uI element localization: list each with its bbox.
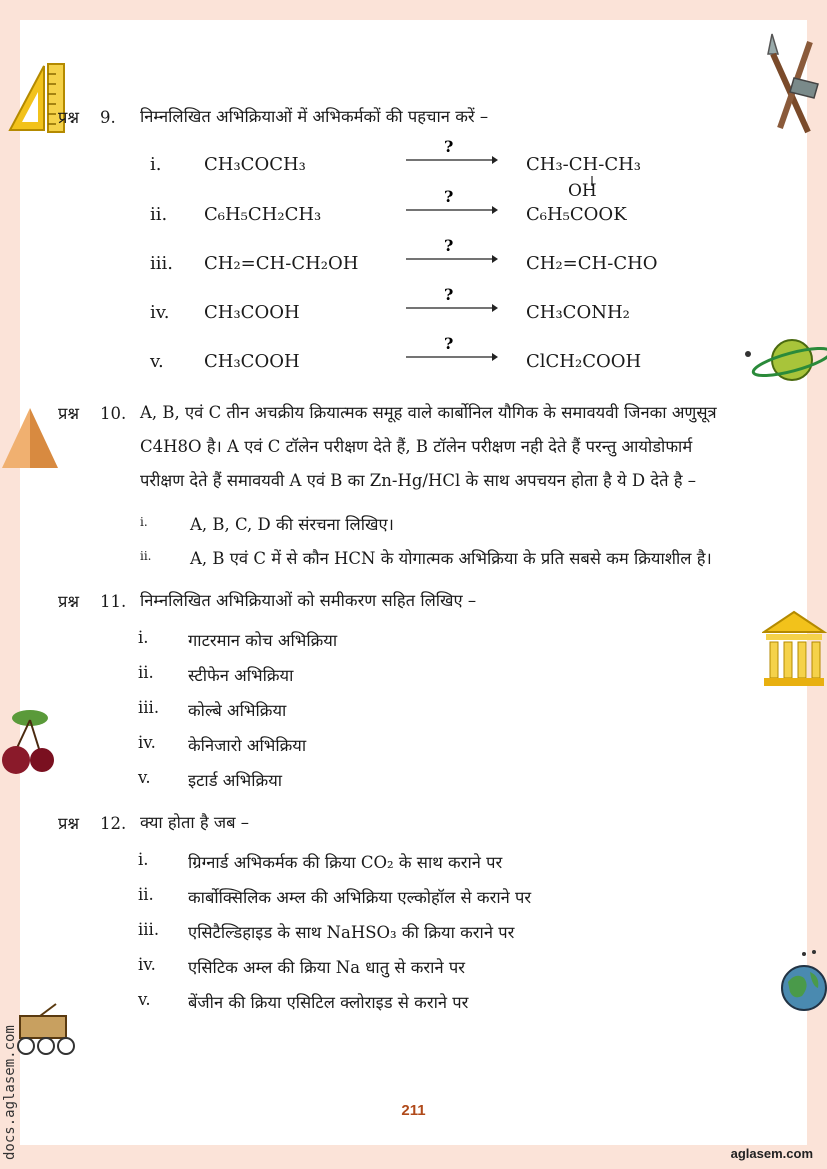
sub-item-text: A, B एवं C में से कौन HCN के योगात्मक अभिक्रिया के प्रति सबसे कम क्रियाशील है। — [190, 549, 712, 568]
reaction-row — [150, 237, 690, 283]
reaction-number: iv. — [150, 302, 170, 323]
reagent-unknown: ? — [444, 237, 454, 255]
question-text: निम्नलिखित अभिक्रियाओं को समीकरण सहित लिखिए – — [140, 591, 477, 610]
sub-item-text: एसिटैल्डिहाइड के साथ NaHSO₃ की क्रिया कराने पर — [188, 923, 515, 942]
sub-item-number: i. — [138, 850, 149, 869]
question-number: 11. — [100, 592, 127, 611]
globe-icon — [774, 946, 827, 1020]
question-label: प्रश्न — [58, 108, 80, 127]
sub-item-number: v. — [138, 990, 151, 1009]
sub-item-number: i. — [140, 515, 148, 529]
reactant: CH₃COCH₃ — [204, 154, 306, 175]
temple-icon — [762, 608, 827, 688]
reaction-arrow — [406, 237, 498, 267]
sub-item-number: ii. — [140, 549, 152, 563]
question-number: 12. — [100, 814, 127, 833]
shovel-pickaxe-icon — [758, 32, 824, 136]
reaction-arrow — [406, 335, 498, 365]
pyramid-icon — [0, 404, 60, 470]
question-text-line: परीक्षण देते हैं समावयवी A एवं B का Zn-Hg/HCl के साथ अपचयन होता है ये D देते है – — [140, 471, 697, 490]
sub-item-text: कार्बोक्सिलिक अम्ल की अभिक्रिया एल्कोहॉल से कराने पर — [188, 888, 532, 907]
reaction-number: iii. — [150, 253, 173, 274]
product: ClCH₂COOH — [526, 351, 642, 372]
sub-item-number: iii. — [138, 920, 160, 939]
sub-item-number: ii. — [138, 885, 154, 904]
question-text: क्या होता है जब – — [140, 813, 250, 832]
question-text: निम्नलिखित अभिक्रियाओं में अभिकर्मकों की पहचान करें – — [140, 107, 489, 126]
product: C₆H₅COOK — [526, 204, 627, 225]
product: CH₃CONH₂ — [526, 302, 630, 323]
sub-item-text: बेंजीन की क्रिया एसिटिल क्लोराइड से कराने पर — [188, 993, 469, 1012]
reaction-number: i. — [150, 154, 162, 175]
reaction-arrow — [406, 286, 498, 316]
sub-item-text: एसिटिक अम्ल की क्रिया Na धातु से कराने पर — [188, 958, 465, 977]
vertical-watermark: docs.aglasem.com — [2, 1025, 18, 1160]
product: CH₃-CH-CH₃ — [526, 154, 642, 175]
reagent-unknown: ? — [444, 138, 454, 156]
reactant: CH₂=CH-CH₂OH — [204, 253, 359, 274]
reaction-number: v. — [150, 351, 164, 372]
product-substituent: OH — [568, 181, 597, 201]
sub-item-text: गाटरमान कोच अभिक्रिया — [188, 631, 338, 650]
sub-item-text: कोल्बे अभिक्रिया — [188, 701, 287, 720]
brand-watermark: aglasem.com — [730, 1146, 813, 1161]
sub-item-number: v. — [138, 768, 151, 787]
sub-item-text: स्टीफेन अभिक्रिया — [188, 666, 294, 685]
sub-item-text: केनिजारो अभिक्रिया — [188, 736, 307, 755]
reagent-unknown: ? — [444, 188, 454, 206]
question-text-line: C4H8O है। A एवं C टॉलेन परीक्षण देते हैं, B टॉलेन परीक्षण नही देते हैं परन्तु आयोडोफार्म — [140, 437, 693, 456]
sub-item-text: इटार्ड अभिक्रिया — [188, 771, 283, 790]
sub-item-number: iv. — [138, 955, 156, 974]
sub-item-number: iv. — [138, 733, 156, 752]
reaction-arrow — [406, 138, 498, 168]
sub-item-text: ग्रिग्नार्ड अभिकर्मक की क्रिया CO₂ के साथ कराने पर — [188, 853, 503, 872]
planet-icon — [740, 330, 827, 390]
reagent-unknown: ? — [444, 335, 454, 353]
page-number: 211 — [401, 1102, 426, 1119]
question-number: 10. — [100, 404, 127, 423]
reaction-number: ii. — [150, 204, 168, 225]
reaction-row — [150, 335, 690, 381]
question-label: प्रश्न — [58, 814, 80, 833]
reaction-row — [150, 286, 690, 332]
reagent-unknown: ? — [444, 286, 454, 304]
reactant: CH₃COOH — [204, 351, 300, 372]
sub-item-number: ii. — [138, 663, 154, 682]
reactant: C₆H₅CH₂CH₃ — [204, 204, 322, 225]
reactant: CH₃COOH — [204, 302, 300, 323]
sub-item-number: i. — [138, 628, 149, 647]
reaction-row — [150, 138, 690, 201]
product: CH₂=CH-CHO — [526, 253, 658, 274]
reaction-arrow — [406, 188, 498, 218]
question-number: 9. — [100, 108, 116, 127]
sub-item-text: A, B, C, D की संरचना लिखिए। — [190, 515, 394, 534]
question-text-line: A, B, एवं C तीन अचक्रीय क्रियात्मक समूह वाले कार्बोनिल यौगिक के समावयवी जिनका अणुसूत्र — [140, 403, 717, 422]
question-label: प्रश्न — [58, 404, 80, 423]
question-label: प्रश्न — [58, 592, 80, 611]
sub-item-number: iii. — [138, 698, 160, 717]
cherries-icon — [0, 704, 60, 782]
